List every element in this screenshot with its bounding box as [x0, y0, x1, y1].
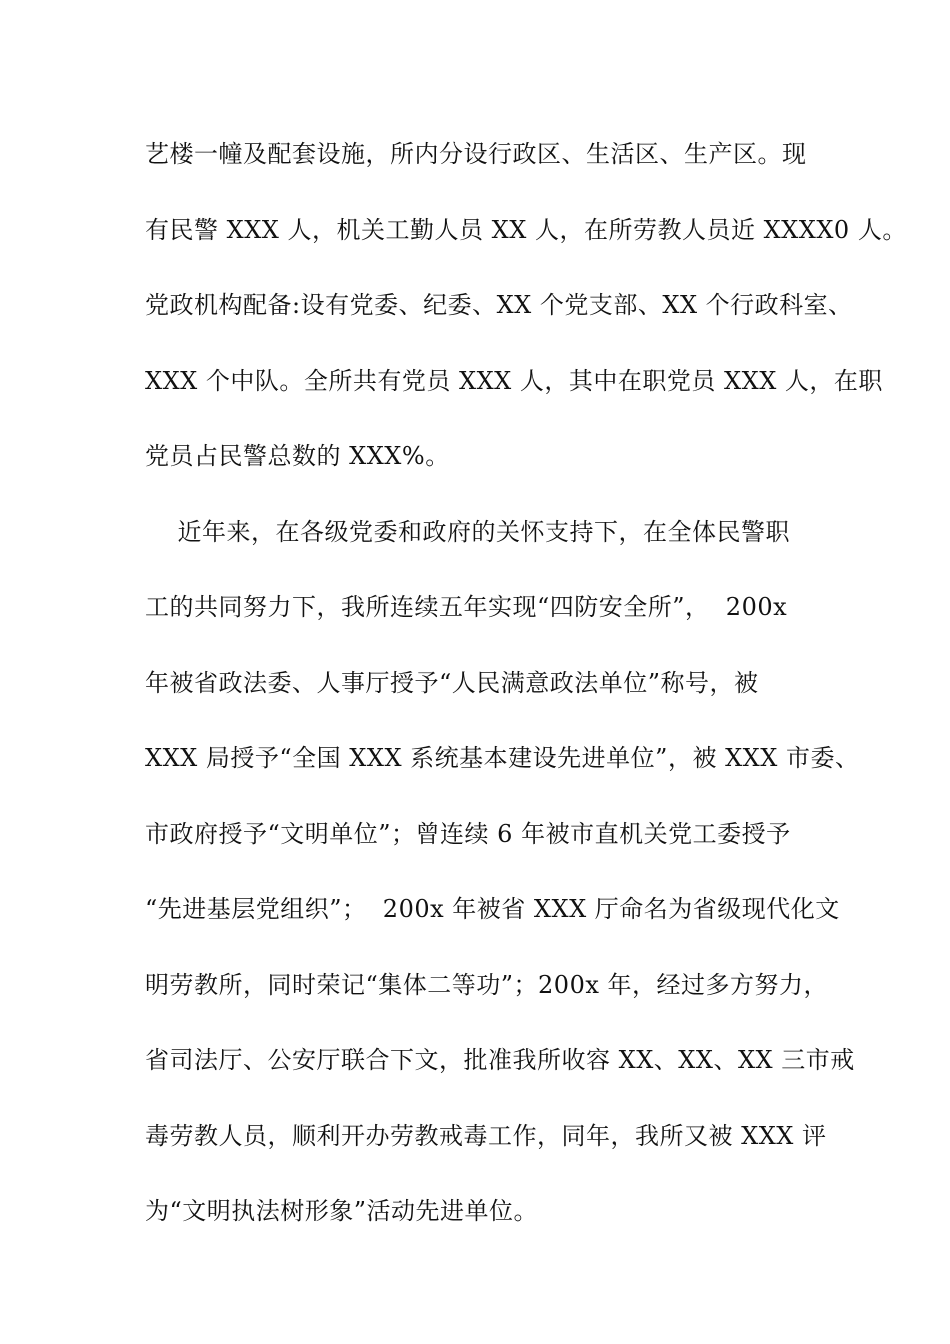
- text-line: 毒劳教人员，顺利开办劳教戒毒工作，同年，我所又被 XXX 评: [145, 1121, 827, 1150]
- text-line: 工的共同努力下，我所连续五年实现“四防安全所”， 200x: [145, 593, 788, 621]
- text-line: 省司法厅、公安厅联合下文，批准我所收容 XX、XX、XX 三市戒: [145, 1046, 855, 1074]
- body-text: [145, 130, 907, 1263]
- text-line: 近年来，在各级党委和政府的关怀支持下，在全体民警职: [145, 517, 791, 546]
- text-line: 为“文明执法树形象”活动先进单位。: [145, 1197, 539, 1225]
- text-line: XXX 个中队。全所共有党员 XXX 人，其中在职党员 XXX 人，在职: [145, 366, 883, 395]
- text-line: 明劳教所，同时荣记“集体二等功”；200x 年，经过多方努力，: [145, 970, 829, 999]
- text-line: 艺楼一幢及配套设施，所内分设行政区、生活区、生产区。现: [145, 140, 807, 168]
- text-line: 市政府授予“文明单位”；曾连续 6 年被市直机关党工委授予: [145, 819, 791, 848]
- text-line: 党员占民警总数的 XXX%。: [145, 442, 450, 470]
- text-line: XXX 局授予“全国 XXX 系统基本建设先进单位”，被 XXX 市委、: [145, 744, 860, 772]
- text-line: 年被省政法委、人事厅授予“人民满意政法单位”称号，被: [145, 668, 759, 697]
- text-line: “先进基层党组织”； 200x 年被省 XXX 厅命名为省级现代化文: [145, 895, 840, 923]
- text-line: 有民警 XXX 人，机关工勤人员 XX 人，在所劳教人员近 XXXX0 人。: [145, 215, 907, 244]
- text-line: 党政机构配备:设有党委、纪委、XX 个党支部、XX 个行政科室、: [145, 291, 853, 319]
